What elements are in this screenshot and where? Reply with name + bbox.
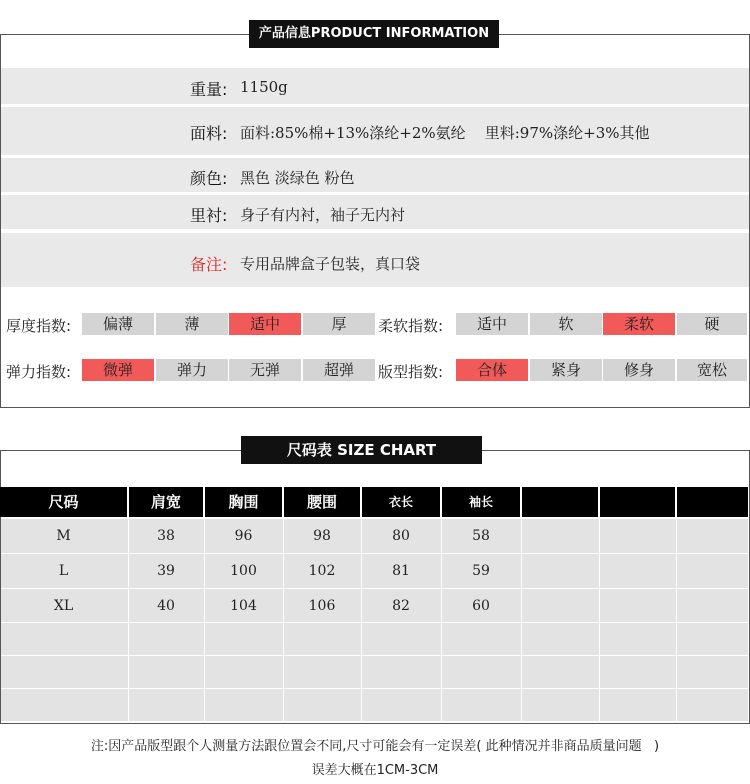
size-chart-title: 尺码表 SIZE CHART (241, 436, 482, 464)
grid-line (599, 519, 600, 721)
table-cell: 80 (392, 528, 410, 544)
empty-column-header (600, 487, 675, 517)
product-info-title: 产品信息PRODUCT INFORMATION (249, 20, 499, 48)
size-column-header: 尺码 (0, 487, 127, 517)
color-value: 黑色 淡绿色 粉色 (240, 169, 355, 187)
measurement-note: 注:因产品版型跟个人测量方法跟位置会不同,尺寸可能会有一定误差( 此种情况并非商品质量问题 ) (90, 739, 660, 754)
elasticity-option: 无弹 (229, 359, 301, 381)
fit-option: 宽松 (677, 359, 747, 381)
grid-line (128, 519, 129, 721)
info-row-bg (1, 68, 749, 104)
table-cell: 40 (157, 598, 175, 614)
table-cell: 39 (157, 563, 175, 579)
lining-value: 身子有内衬，袖子无内衬 (240, 206, 406, 224)
softness-option: 软 (530, 313, 602, 335)
elasticity-option: 超弹 (303, 359, 375, 381)
grid-line (441, 519, 442, 721)
table-cell: 38 (157, 528, 175, 544)
thickness-option: 偏薄 (82, 313, 154, 335)
table-cell: 58 (472, 528, 490, 544)
shoulder-column-header: 肩宽 (129, 487, 203, 517)
table-cell: 106 (308, 598, 336, 614)
sleeve-column-header: 袖长 (442, 487, 520, 517)
softness-index-label: 柔软指数: (378, 317, 444, 335)
length-column-header: 衣长 (362, 487, 440, 517)
table-cell: 100 (230, 563, 257, 579)
thickness-option: 厚 (303, 313, 375, 335)
color-label: 颜色: (190, 169, 228, 188)
table-cell: 98 (313, 528, 331, 544)
empty-column-header (677, 487, 748, 517)
fit-option: 紧身 (530, 359, 602, 381)
fit-option: 修身 (603, 359, 675, 381)
table-cell: 102 (308, 563, 336, 579)
fit-index-label: 版型指数: (378, 363, 444, 381)
grid-line (1, 655, 748, 656)
weight-label: 重量: (190, 80, 228, 99)
table-cell: 59 (472, 563, 490, 579)
grid-line (1, 688, 748, 689)
fabric-label: 面料: (190, 124, 228, 143)
table-cell-size: M (56, 528, 71, 544)
grid-line (521, 519, 522, 721)
table-cell: 96 (234, 528, 253, 544)
remark-value: 专用品牌盒子包装，真口袋 (240, 255, 421, 273)
softness-option: 硬 (677, 313, 747, 335)
grid-line (283, 519, 284, 721)
grid-line (1, 622, 748, 623)
empty-column-header (522, 487, 598, 517)
table-cell: 81 (392, 563, 410, 579)
info-row-bg (1, 158, 749, 192)
elasticity-option: 弹力 (156, 359, 228, 381)
chest-column-header: 胸围 (205, 487, 282, 517)
waist-column-header: 腰围 (284, 487, 360, 517)
fit-option-selected: 合体 (456, 359, 528, 381)
thickness-index-label: 厚度指数: (6, 317, 72, 335)
table-cell: 60 (472, 598, 490, 614)
elasticity-option-selected: 微弹 (82, 359, 154, 381)
thickness-option: 薄 (156, 313, 228, 335)
table-cell-size: L (58, 563, 69, 579)
grid-line (1, 553, 748, 554)
elasticity-index-label: 弹力指数: (6, 363, 72, 381)
table-cell: 104 (230, 598, 257, 614)
table-cell: 82 (392, 598, 410, 614)
size-table-body (1, 519, 748, 721)
error-range-note: 误差大概在1CM-3CM (311, 763, 439, 778)
thickness-option-selected: 适中 (229, 313, 301, 335)
grid-line (676, 519, 677, 721)
softness-option-selected: 柔软 (603, 313, 675, 335)
softness-option: 适中 (456, 313, 528, 335)
remark-label: 备注: (190, 255, 228, 274)
grid-line (1, 588, 748, 589)
lining-label: 里衬: (190, 206, 228, 225)
table-cell-size: XL (53, 598, 74, 614)
grid-line (361, 519, 362, 721)
weight-value: 1150g (240, 78, 288, 96)
grid-line (204, 519, 205, 721)
fabric-value: 面料:85%棉+13%涤纶+2%氨纶 里料:97%涤纶+3%其他 (240, 124, 650, 142)
